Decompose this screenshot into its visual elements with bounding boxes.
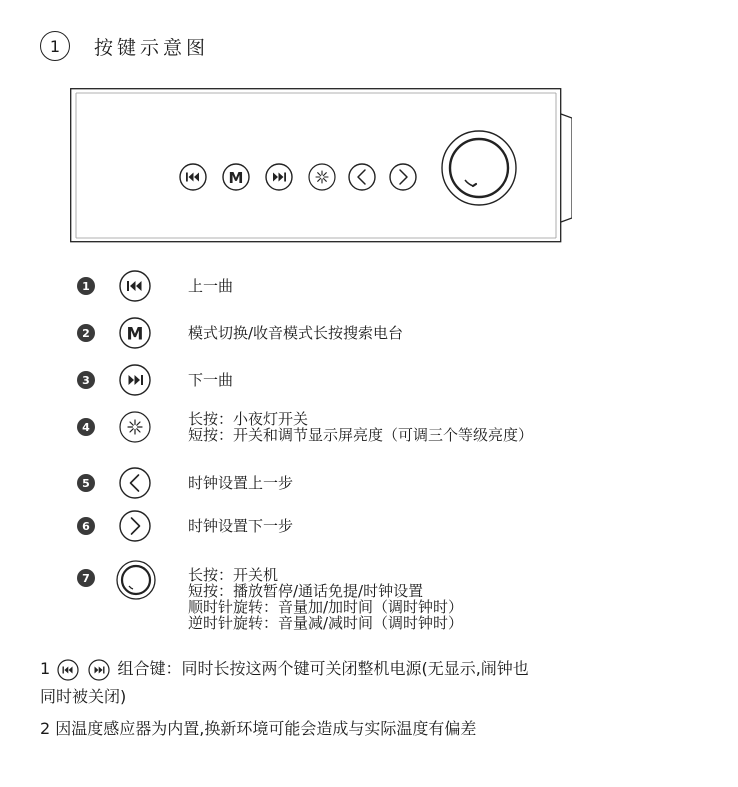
note-1-continued: 同时被关闭) xyxy=(40,687,127,706)
note-1-text: 组合键：同时长按这两个键可关闭整机电源(无显示,闹钟也 xyxy=(117,659,529,678)
device-knob[interactable] xyxy=(442,131,516,205)
legend-number: 5 xyxy=(82,476,90,490)
legend-number-badge xyxy=(77,371,95,389)
device-next-button[interactable] xyxy=(266,164,292,190)
left-arrow-icon xyxy=(118,466,152,500)
legend-number-badge xyxy=(77,569,95,587)
section-title: 按键示意图 xyxy=(94,36,210,59)
legend-row-6 xyxy=(0,506,738,546)
legend-number-badge xyxy=(77,277,95,295)
legend-desc xyxy=(188,475,293,491)
legend-line: 时钟设置上一步 xyxy=(188,474,294,492)
legend-number: 2 xyxy=(82,326,90,340)
prev-track-icon xyxy=(57,659,79,681)
legend-number: 4 xyxy=(82,420,90,434)
device-right-button[interactable] xyxy=(390,164,416,190)
legend-line: 顺时针旋转：音量加/加时间（调时钟时） xyxy=(188,598,464,616)
legend-row-5 xyxy=(0,463,738,503)
legend-number-badge xyxy=(77,517,95,535)
legend-row-7 xyxy=(0,559,738,649)
legend-number: 6 xyxy=(82,519,90,533)
legend-line: 短按：开关和调节显示屏亮度（可调三个等级亮度） xyxy=(188,426,534,444)
next-track-icon xyxy=(88,659,110,681)
mode-m-letter: M xyxy=(126,324,144,345)
right-arrow-icon xyxy=(118,509,152,543)
legend-line: 下一曲 xyxy=(188,371,234,389)
mode-m-icon xyxy=(118,316,152,350)
knob-icon xyxy=(115,559,157,601)
note-1 xyxy=(40,657,529,681)
legend-row-1 xyxy=(0,266,738,306)
prev-track-icon xyxy=(118,269,152,303)
legend-number: 7 xyxy=(82,571,90,585)
legend-desc xyxy=(188,518,293,534)
note-1-number: 1 xyxy=(40,659,51,678)
legend-row-2 xyxy=(0,313,738,353)
legend-number-badge xyxy=(77,418,95,436)
device-prev-button[interactable] xyxy=(180,164,206,190)
section-number: 1 xyxy=(49,36,61,56)
device-left-button[interactable] xyxy=(349,164,375,190)
legend-number: 3 xyxy=(82,373,90,387)
legend-line: 逆时针旋转：音量减/减时间（调时钟时） xyxy=(188,614,464,632)
next-track-icon xyxy=(118,363,152,397)
note-2: 2 因温度感应器为内置,换新环境可能会造成与实际温度有偏差 xyxy=(40,719,477,738)
legend-row-3 xyxy=(0,360,738,400)
legend-desc xyxy=(188,372,233,388)
legend-row-4 xyxy=(0,407,738,451)
legend-number-badge xyxy=(77,474,95,492)
legend-line: 长按：小夜灯开关 xyxy=(188,410,309,428)
legend-desc xyxy=(188,325,403,341)
legend-line: 长按：开关机 xyxy=(188,566,279,584)
legend-line: 时钟设置下一步 xyxy=(188,517,294,535)
device-mode-button[interactable] xyxy=(223,164,249,190)
legend-desc xyxy=(188,278,233,294)
legend-line: 短按：播放暂停/通话免提/时钟设置 xyxy=(188,582,424,600)
device-light-button[interactable] xyxy=(309,164,335,190)
section-header xyxy=(40,26,209,66)
section-number-badge xyxy=(40,31,70,61)
device-m-letter: M xyxy=(228,169,244,187)
legend-desc xyxy=(188,567,463,631)
device-illustration xyxy=(70,88,572,243)
legend-line: 模式切换/收音模式长按搜索电台 xyxy=(188,324,404,342)
legend-number: 1 xyxy=(82,279,90,293)
light-icon xyxy=(118,410,152,444)
legend-desc xyxy=(188,411,533,443)
legend-line: 上一曲 xyxy=(188,277,234,295)
legend-number-badge xyxy=(77,324,95,342)
